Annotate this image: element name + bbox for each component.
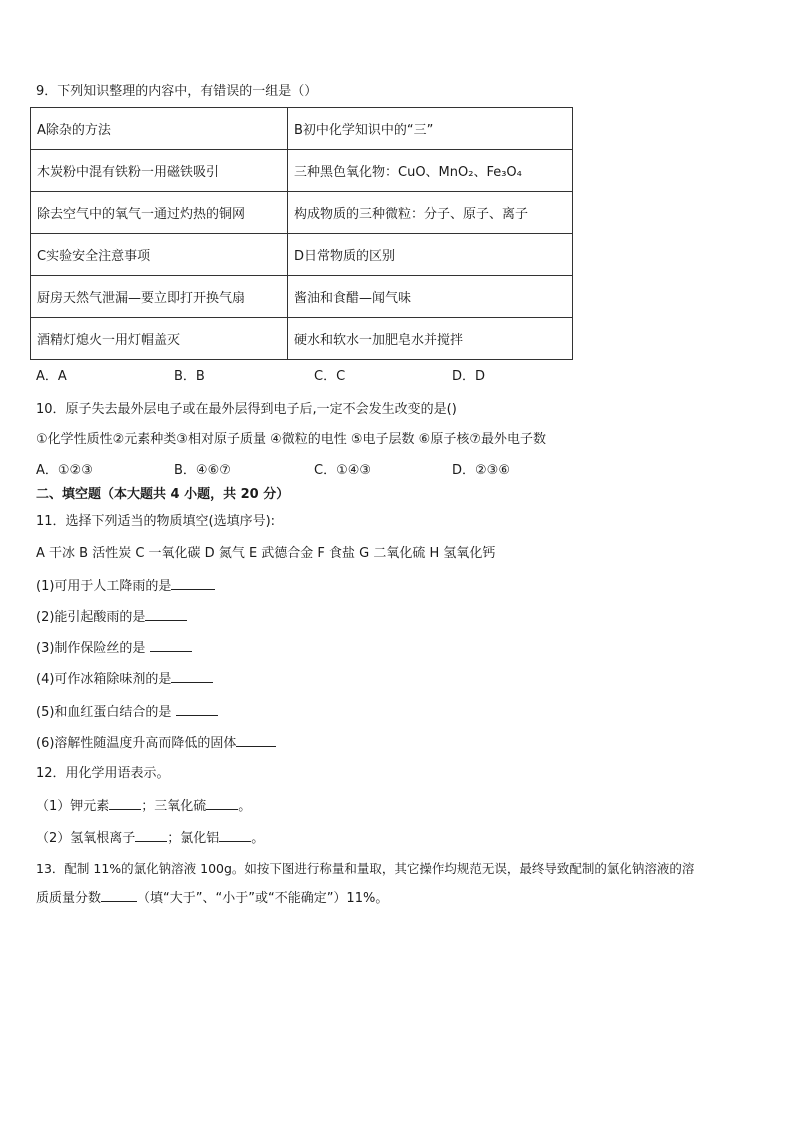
q12-text: 。 [238, 799, 252, 814]
q11-stem: 11．选择下列适当的物质填空(选填序号): [36, 514, 276, 529]
q10-stem: 10．原子失去最外层电子或在最外层得到电子后,一定不会发生改变的是() [36, 402, 457, 417]
answer-blank[interactable] [109, 796, 141, 810]
q11-sub-text: (1)可用于人工降雨的是 [36, 579, 172, 594]
q12-line-1 [36, 796, 251, 817]
q12-text: （2）氢氧根离子 [36, 831, 136, 846]
q11-sub-text: (6)溶解性随温度升高而降低的固体 [36, 736, 237, 751]
q10-options [36, 461, 736, 481]
table-cell: 木炭粉中混有铁粉一用磁铁吸引 [31, 150, 288, 192]
answer-blank[interactable] [206, 796, 238, 810]
q9-option-b: B．B [174, 369, 205, 384]
answer-blank[interactable] [145, 607, 187, 621]
answer-blank[interactable] [236, 733, 276, 747]
q11-sub-text: (5)和血红蛋白结合的是 [36, 705, 176, 720]
q9-stem: 9．下列知识整理的内容中，有错误的一组是（） [36, 84, 318, 99]
table-cell: D日常物质的区别 [288, 234, 573, 276]
q9-option-a: A．A [36, 369, 67, 384]
q11-sub-5 [36, 702, 218, 723]
table-cell: 三种黑色氧化物：CuO、MnO₂、Fe₃O₄ [288, 150, 573, 192]
q11-sub-6 [36, 733, 276, 754]
q12-text: （1）钾元素 [36, 799, 110, 814]
q12-text: ；氯化铝 [167, 831, 220, 846]
q10-option-c: C．①④③ [314, 463, 372, 478]
q13-text: （填“大于”、“小于”或“不能确定”）11%。 [137, 891, 389, 906]
q12-text: ；三氧化硫 [141, 799, 207, 814]
answer-blank[interactable] [150, 638, 192, 652]
q11-sub-text: (2)能引起酸雨的是 [36, 610, 146, 625]
table-cell: A除杂的方法 [31, 108, 288, 150]
table-cell: 酱油和食醋—闻气味 [288, 276, 573, 318]
q9-knowledge-table [30, 107, 573, 360]
q9-options [36, 367, 736, 387]
table-cell: 酒精灯熄火一用灯帽盖灭 [31, 318, 288, 360]
answer-blank[interactable] [219, 828, 251, 842]
q12-stem: 12．用化学用语表示。 [36, 766, 170, 781]
answer-blank[interactable] [176, 702, 218, 716]
table-cell: 厨房天然气泄漏—要立即打开换气扇 [31, 276, 288, 318]
table-row [31, 150, 573, 192]
answer-blank[interactable] [135, 828, 167, 842]
table-row [31, 234, 573, 276]
q10-option-b: B．④⑥⑦ [174, 463, 231, 478]
q11-choices: A 干冰 B 活性炭 C 一氧化碳 D 氮气 E 武德合金 F 食盐 G 二氧化硫 H 氢氧化钙 [36, 546, 496, 561]
q10-items: ①化学性质性②元素种类③相对原子质量 ④微粒的电性 ⑤电子层数 ⑥原子核⑦最外电子数 [36, 432, 546, 447]
table-row [31, 276, 573, 318]
table-cell: 除去空气中的氧气一通过灼热的铜网 [31, 192, 288, 234]
answer-blank[interactable] [171, 669, 213, 683]
q13-line-1: 13．配制 11%的氯化钠溶液 100g。如按下图进行称量和量取，其它操作均规范无误，最终导致配制的氯化钠溶液的溶 [36, 861, 695, 876]
answer-blank[interactable] [171, 576, 215, 590]
q12-line-2 [36, 828, 264, 849]
q9-option-c: C．C [314, 369, 346, 384]
table-cell: 构成物质的三种微粒：分子、原子、离子 [288, 192, 573, 234]
q11-sub-4 [36, 669, 213, 690]
q13-text: 质质量分数 [36, 891, 102, 906]
table-cell: B初中化学知识中的“三” [288, 108, 573, 150]
q13-line-2 [36, 888, 388, 909]
q11-sub-3 [36, 638, 192, 659]
table-row [31, 192, 573, 234]
table-cell: C实验安全注意事项 [31, 234, 288, 276]
table-row [31, 318, 573, 360]
q10-option-d: D．②③⑥ [452, 463, 510, 478]
q9-option-d: D．D [452, 369, 486, 384]
table-cell: 硬水和软水一加肥皂水并搅拌 [288, 318, 573, 360]
answer-blank[interactable] [101, 888, 137, 902]
q11-sub-text: (3)制作保险丝的是 [36, 641, 150, 656]
section-title: 二、填空题（本大题共 4 小题，共 20 分） [36, 487, 290, 502]
table-row [31, 108, 573, 150]
q11-sub-2 [36, 607, 187, 628]
q11-sub-text: (4)可作冰箱除味剂的是 [36, 672, 172, 687]
q11-sub-1 [36, 576, 215, 597]
q10-option-a: A．①②③ [36, 463, 93, 478]
q12-text: 。 [251, 831, 265, 846]
